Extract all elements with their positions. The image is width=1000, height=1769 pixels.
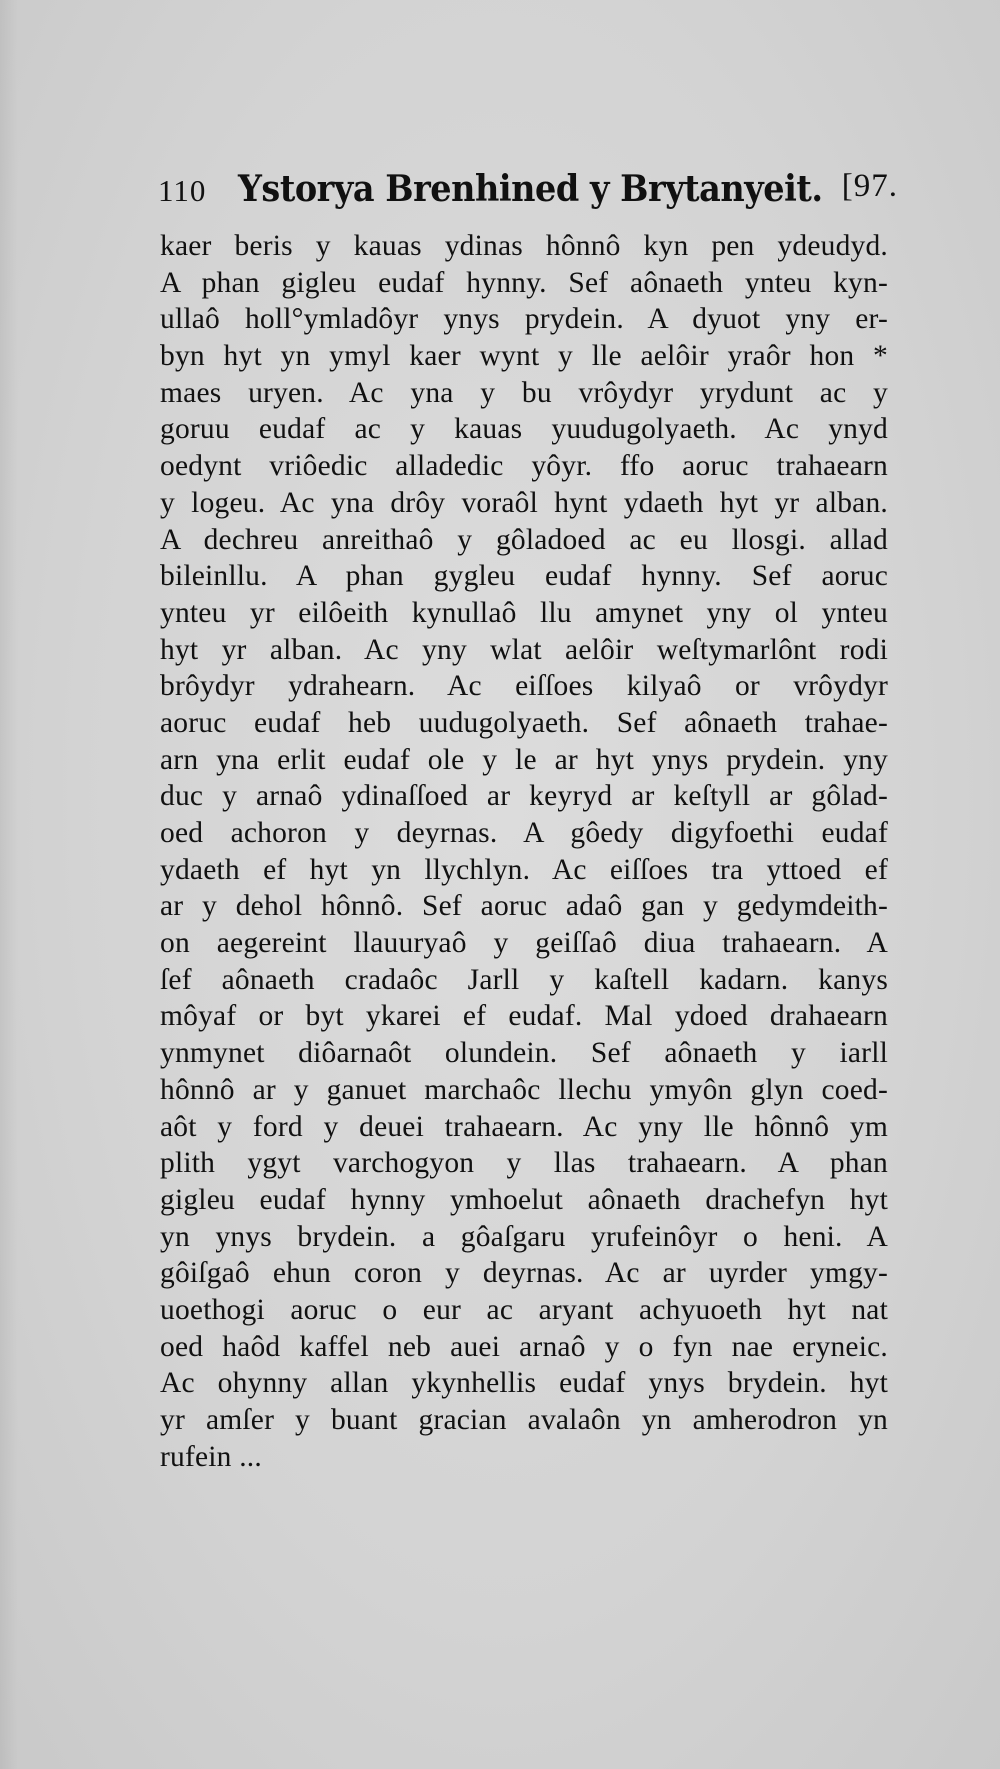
text-line: ynmynet diôarnaôt olundein. Sef aônaeth y iarll <box>160 1037 888 1070</box>
page-edge-shadow <box>0 0 18 1769</box>
text-line: aoruc eudaf heb uudugolyaeth. Sef aônaeth trahae- <box>160 706 888 739</box>
text-line: oedynt vriôedic alladedic yôyr. ffo aoruc trahaearn <box>160 450 888 483</box>
text-line: Ac ohynny allan ykynhellis eudaf ynys brydein. hyt <box>160 1367 888 1400</box>
text-line: oed haôd kaffel neb auei arnaô y o fyn nae eryneic. <box>160 1330 888 1363</box>
text-line: hyt yr alban. Ac yny wlat aelôir weſtymarlônt rodi <box>160 633 888 666</box>
page-number: 110 <box>158 173 207 208</box>
text-line: ullaô holl°ymladôyr ynys prydein. A dyuot yny er- <box>160 303 888 336</box>
text-line: maes uryen. Ac yna y bu vrôydyr yrydunt ac y <box>160 376 888 409</box>
text-line: oed achoron y deyrnas. A gôedy digyfoethi eudaf <box>160 817 888 849</box>
text-line: yn ynys brydein. a gôaſgaru yrufeinôyr o heni. A <box>160 1220 888 1253</box>
text-line: aôt y ford y deuei trahaearn. Ac yny lle hônnô ym <box>160 1110 888 1143</box>
text-line: môyaf or byt ykarei ef eudaf. Mal ydoed drahaearn <box>160 1000 888 1033</box>
text-line: ar y dehol hônnô. Sef aoruc adaô gan y gedymdeith- <box>160 890 888 923</box>
text-line: plith ygyt varchogyon y llas trahaearn. A phan <box>160 1147 888 1180</box>
text-line: A phan gigleu eudaf hynny. Sef aônaeth ynteu kyn- <box>160 266 888 299</box>
text-line: byn hyt yn ymyl kaer wynt y lle aelôir yraôr hon * <box>160 340 888 373</box>
text-line: ydaeth ef hyt yn llychlyn. Ac eiſſoes tra yttoed ef <box>160 853 888 886</box>
text-line: bileinllu. A phan gygleu eudaf hynny. Sef aoruc <box>160 560 888 593</box>
text-line: brôydyr ydrahearn. Ac eiſſoes kilyaô or vrôydyr <box>160 670 888 703</box>
text-line: duc y arnaô ydinaſſoed ar keyryd ar keſtyll ar gôlad- <box>160 780 888 813</box>
text-line: hônnô ar y ganuet marchaôc llechu ymyôn glyn coed- <box>160 1073 888 1106</box>
text-line: y logeu. Ac yna drôy voraôl hynt ydaeth hyt yr alban. <box>160 486 888 519</box>
text-line: A dechreu anreithaô y gôladoed ac eu llosgi. allad <box>160 523 888 556</box>
running-title: Ystorya Brenhined y Brytanyeit. <box>238 168 823 210</box>
page-header <box>158 168 898 228</box>
text-line: ſef aônaeth cradaôc Jarll y kaſtell kadarn. kanys <box>160 963 888 996</box>
text-line: yr amſer y buant gracian avalaôn yn amherodron yn <box>160 1404 888 1436</box>
text-line: uoethogi aoruc o eur ac aryant achyuoeth hyt nat <box>160 1293 888 1326</box>
text-line: gigleu eudaf hynny ymhoelut aônaeth drachefyn hyt <box>160 1183 888 1216</box>
text-line: rufein ... <box>160 1440 262 1473</box>
text-line: goruu eudaf ac y kauas yuudugolyaeth. Ac ynyd <box>160 413 888 446</box>
section-number: [97. <box>841 168 898 204</box>
text-line: gôiſgaô ehun coron y deyrnas. Ac ar uyrder ymgy- <box>160 1257 888 1290</box>
text-line: on aegereint llauuryaô y geiſſaô diua trahaearn. A <box>160 927 888 960</box>
text-line: arn yna erlit eudaf ole y le ar hyt ynys prydein. yny <box>160 743 888 776</box>
text-line: ynteu yr eilôeith kynullaô llu amynet yny ol ynteu <box>160 596 888 629</box>
text-line: kaer beris y kauas ydinas hônnô kyn pen ydeudyd. <box>160 230 888 262</box>
body-text <box>160 228 888 1475</box>
